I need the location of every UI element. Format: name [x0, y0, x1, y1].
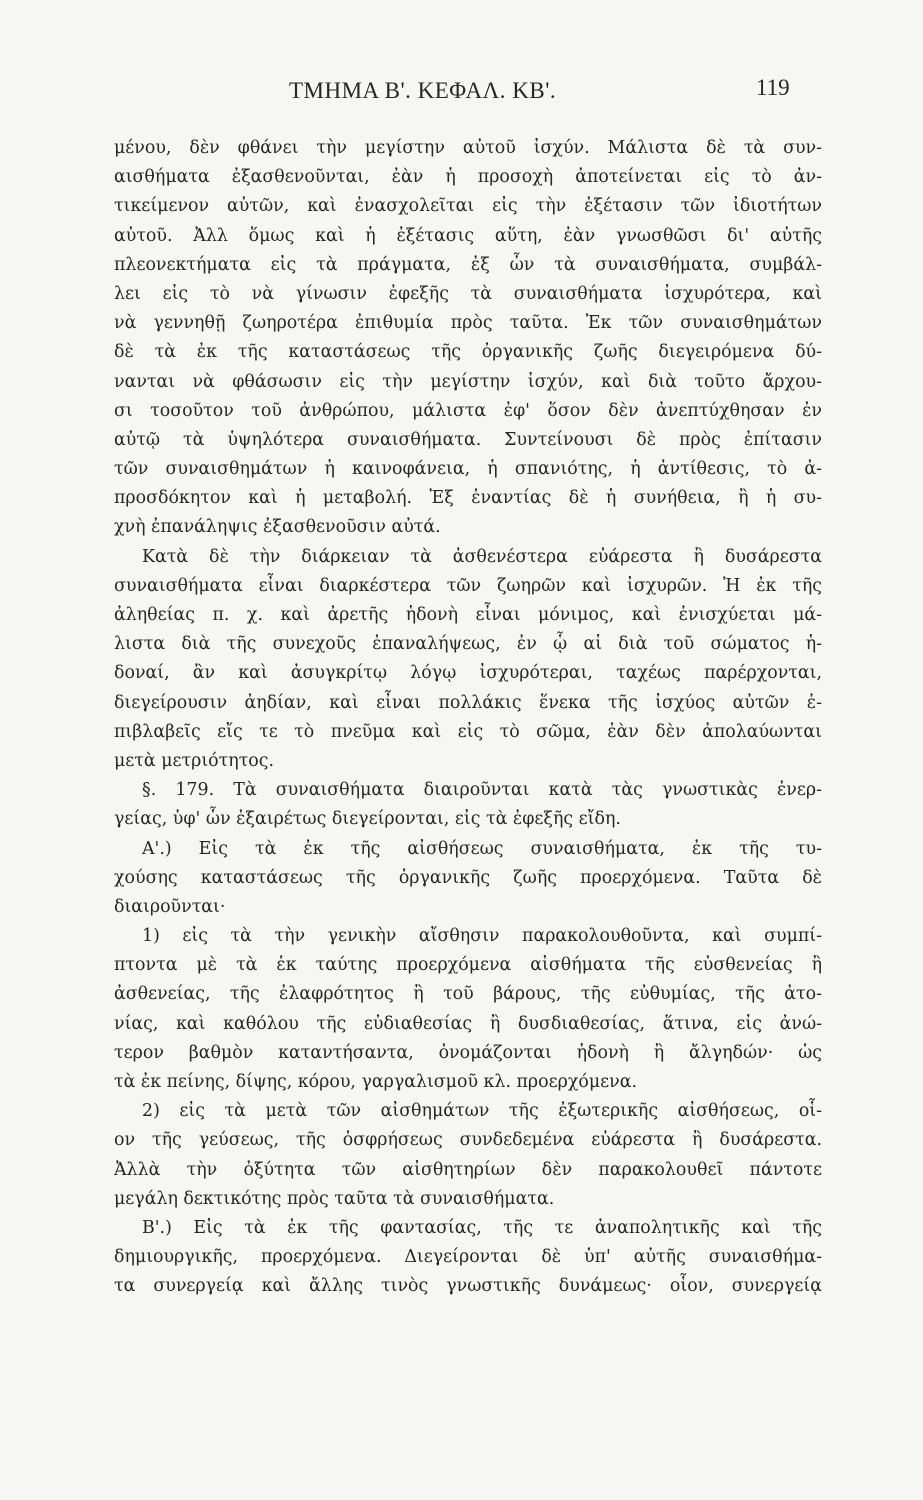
text-line: δημιουργικῆς, προερχόμενα. Διεγείρονται δὲ ὑπ' αὐτῆς συναισθήμα-: [114, 1247, 822, 1268]
body-text: [114, 134, 822, 1302]
text-line: διεγείρουσιν ἀηδίαν, καὶ εἶναι πολλάκις ἕνεκα τῆς ἰσχύος αὐτῶν ἐ-: [114, 692, 822, 713]
text-line: τερον βαθμὸν καταντήσαντα, ὀνομάζονται ἡδονὴ ἢ ἄλγηδών· ὡς: [114, 1042, 822, 1063]
text-line: αὐτοῦ. Ἀλλ ὅμως καὶ ἡ ἐξέτασις αὕτη, ἐὰν γνωσθῶσι δι' αὐτῆς: [114, 225, 822, 246]
text-line: §. 179. Τὰ συναισθήματα διαιροῦνται κατὰ τὰς γνωστικὰς ἐνερ-: [142, 780, 822, 801]
text-line: μετὰ μετριότητος.: [114, 750, 275, 771]
text-line: ἀσθενείας, τῆς ἐλαφρότητος ἢ τοῦ βάρους, τῆς εὐθυμίας, τῆς ἀτο-: [114, 984, 822, 1005]
text-line: λιστα διὰ τῆς συνεχοῦς ἐπαναλήψεως, ἐν ᾧ αἱ διὰ τοῦ σώματος ἡ-: [114, 634, 822, 655]
text-line: νανται νὰ φθάσωσιν εἰς τὴν μεγίστην ἰσχύν, καὶ διὰ τοῦτο ἄρχου-: [114, 371, 822, 392]
text-line: Κατὰ δὲ τὴν διάρκειαν τὰ ἀσθενέστερα εὐάρεστα ἢ δυσάρεστα: [142, 546, 822, 567]
text-line: αὐτῷ τὰ ὑψηλότερα συναισθήματα. Συντείνουσι δὲ πρὸς ἐπίτασιν: [114, 429, 822, 450]
text-line: ον τῆς γεύσεως, τῆς ὀσφρήσεως συνδεδεμένα εὐάρεστα ἢ δυσάρεστα.: [114, 1130, 822, 1151]
text-line: ἀληθείας π. χ. καὶ ἀρετῆς ἡδονὴ εἶναι μόνιμος, καὶ ἐνισχύεται μά-: [114, 605, 822, 625]
text-line: πιβλαβεῖς εἴς τε τὸ πνεῦμα καὶ εἰς τὸ σῶμα, ἐὰν δὲν ἀπολαύωνται: [114, 721, 822, 742]
text-line: τικείμενον αὐτῶν, καὶ ἐνασχολεῖται εἰς τὴν ἐξέτασιν τῶν ἰδιοτήτων: [114, 196, 822, 217]
text-line: δὲ τὰ ἐκ τῆς καταστάσεως τῆς ὀργανικῆς ζωῆς διεγειρόμενα δύ-: [114, 342, 822, 363]
text-line: χνὴ ἐπανάληψις ἐξασθενοῦσιν αὐτά.: [114, 517, 441, 538]
text-line: σι τοσοῦτον τοῦ ἀνθρώπου, μάλιστα ἐφ' ὅσον δὲν ἀνεπτύχθησαν ἐν: [114, 400, 822, 421]
text-line: χούσης καταστάσεως τῆς ὀργανικῆς ζωῆς προερχόμενα. Ταῦτα δὲ: [114, 867, 822, 888]
text-line: αισθήματα ἐξασθενοῦνται, ἐὰν ἡ προσοχὴ ἀποτείνεται εἰς τὸ ἀν-: [114, 167, 822, 188]
text-line: δοναί, ἂν καὶ ἀσυγκρίτῳ λόγῳ ἰσχυρότεραι, ταχέως παρέρχονται,: [114, 663, 822, 684]
text-line: τα συνεργείᾳ καὶ ἄλλης τινὸς γνωστικῆς δυνάμεως· οἷον, συνεργείᾳ: [114, 1276, 822, 1297]
text-line: Ἀλλὰ τὴν ὀξύτητα τῶν αἰσθητηρίων δὲν παρακολουθεῖ πάντοτε: [114, 1159, 822, 1180]
text-line: γείας, ὑφ' ὧν ἐξαιρέτως διεγείρονται, εἰς τὰ ἐφεξῆς εἴδη.: [114, 809, 621, 830]
text-line: νὰ γεννηθῇ ζωηροτέρα ἐπιθυμία πρὸς ταῦτα. Ἐκ τῶν συναισθημάτων: [114, 313, 822, 334]
page-header: [0, 75, 923, 108]
running-title: ΤΜΗΜΑ Β'. ΚΕΦΑΛ. ΚΒ'.: [289, 78, 557, 103]
text-line: πλεονεκτήματα εἰς τὰ πράγματα, ἐξ ὧν τὰ συναισθήματα, συμβάλ-: [114, 254, 822, 275]
text-line: διαιροῦνται·: [114, 896, 226, 917]
text-line: μεγάλη δεκτικότης πρὸς ταῦτα τὰ συναισθήματα.: [114, 1188, 555, 1209]
text-line: τὰ ἐκ πείνης, δίψης, κόρου, γαργαλισμοῦ κλ. προερχόμενα.: [114, 1072, 638, 1092]
page-number: 119: [756, 75, 790, 100]
text-line: 2) εἰς τὰ μετὰ τῶν αἰσθημάτων τῆς ἐξωτερικῆς αἰσθήσεως, οἷ-: [142, 1101, 822, 1122]
text-line: τῶν συναισθημάτων ἡ καινοφάνεια, ἡ σπανιότης, ἡ ἀντίθεσις, τὸ ἀ-: [114, 459, 822, 480]
text-line: Α'.) Εἰς τὰ ἐκ τῆς αἰσθήσεως συναισθήματα, ἐκ τῆς τυ-: [142, 838, 822, 859]
text-line: νίας, καὶ καθόλου τῆς εὐδιαθεσίας ἢ δυσδιαθεσίας, ἅτινα, εἰς ἀνώ-: [114, 1013, 822, 1034]
text-line: μένου, δὲν φθάνει τὴν μεγίστην αὐτοῦ ἰσχύν. Μάλιστα δὲ τὰ συν-: [114, 138, 822, 158]
text-line: πτοντα μὲ τὰ ἐκ ταύτης προερχόμενα αἰσθήματα τῆς εὐσθενείας ἢ: [114, 955, 822, 976]
text-line: προσδόκητον καὶ ἡ μεταβολή. Ἐξ ἐναντίας δὲ ἡ συνήθεια, ἢ ἡ συ-: [114, 488, 822, 509]
text-line: λει εἰς τὸ νὰ γίνωσιν ἐφεξῆς τὰ συναισθήματα ἰσχυρότερα, καὶ: [114, 283, 822, 304]
text-line: Β'.) Εἰς τὰ ἐκ τῆς φαντασίας, τῆς τε ἀναπολητικῆς καὶ τῆς: [142, 1217, 822, 1238]
text-line: 1) εἰς τὰ τὴν γενικὴν αἴσθησιν παρακολουθοῦντα, καὶ συμπί-: [142, 926, 822, 947]
text-line: συναισθήματα εἶναι διαρκέστερα τῶν ζωηρῶν καὶ ἰσχυρῶν. Ἡ ἐκ τῆς: [114, 575, 822, 596]
